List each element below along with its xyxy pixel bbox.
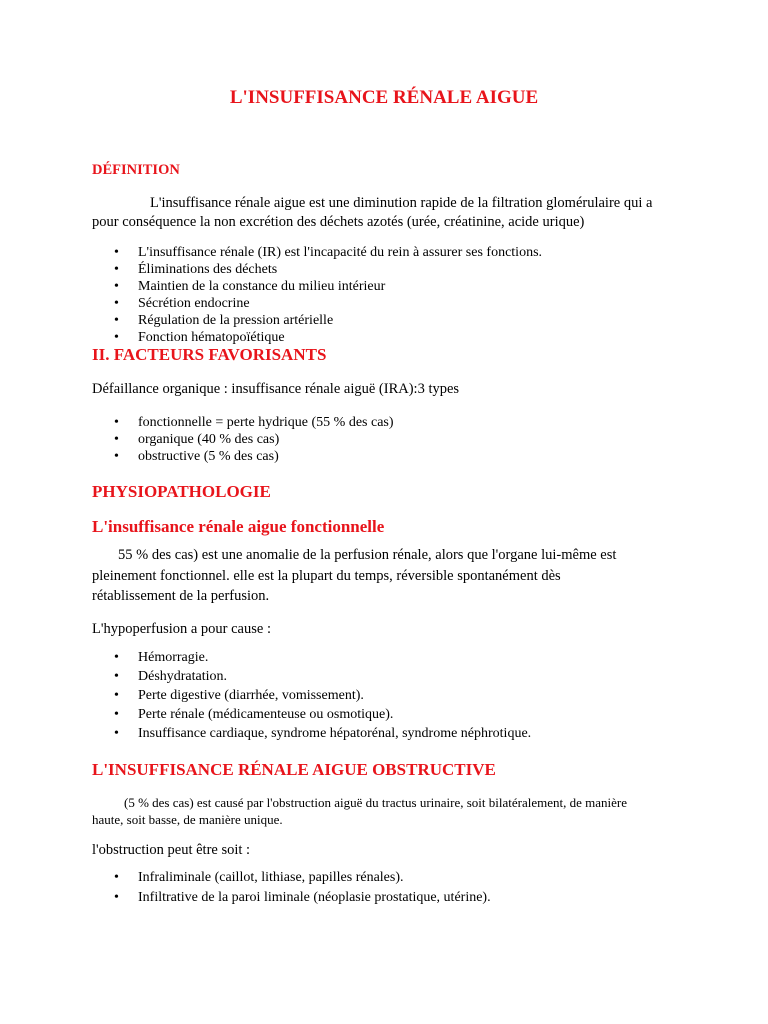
obstruction-bullet-list (92, 868, 491, 908)
definition-paragraph-line-1: L'insuffisance rénale aigue est une diminution rapide de la filtration glomérulaire qui a (150, 195, 653, 211)
list-item: • Déshydratation. (92, 667, 531, 686)
list-item: • L'insuffisance rénale (IR) est l'incapacité du rein à assurer ses fonctions. (92, 244, 542, 261)
hypoperfusion-intro: L'hypoperfusion a pour cause : (92, 621, 271, 637)
list-item: • Perte rénale (médicamenteuse ou osmotique). (92, 705, 531, 724)
fonctionnelle-subheading: L'insuffisance rénale aigue fonctionnelle (92, 517, 385, 536)
physiopathologie-heading: PHYSIOPATHOLOGIE (92, 482, 271, 501)
facteurs-bullet-list (92, 414, 394, 465)
facteurs-heading: II. FACTEURS FAVORISANTS (92, 345, 327, 364)
list-item: • Insuffisance cardiaque, syndrome hépatorénal, syndrome néphrotique. (92, 724, 531, 743)
list-item: • Infraliminale (caillot, lithiase, papilles rénales). (92, 868, 491, 888)
physio-paragraph-line-2: pleinement fonctionnel. elle est la plupart du temps, réversible spontanément dès (92, 568, 561, 584)
obstructive-heading: L'INSUFFISANCE RÉNALE AIGUE OBSTRUCTIVE (92, 760, 496, 779)
obstructive-paragraph-line-1: (5 % des cas) est causé par l'obstruction aiguë du tractus urinaire, soit bilatéralement, de manière (124, 795, 628, 810)
definition-paragraph-line-2: pour conséquence la non excrétion des déchets azotés (urée, créatinine, acide urique) (92, 214, 585, 230)
obstruction-intro: l'obstruction peut être soit : (92, 842, 251, 858)
page-title: L'INSUFFISANCE RÉNALE AIGUE (229, 87, 539, 108)
list-item: • Fonction hématopoïétique (92, 329, 542, 346)
list-item: • Sécrétion endocrine (92, 295, 542, 312)
list-item: • Infiltrative de la paroi liminale (néoplasie prostatique, utérine). (92, 888, 491, 908)
facteurs-intro: Défaillance organique : insuffisance rénale aiguë (IRA):3 types (92, 381, 460, 397)
list-item: • organique (40 % des cas) (92, 431, 394, 448)
definition-bullet-list (92, 244, 542, 346)
list-item: • Éliminations des déchets (92, 261, 542, 278)
hypoperfusion-bullet-list (92, 648, 531, 743)
list-item: • Perte digestive (diarrhée, vomissement). (92, 686, 531, 705)
list-item: • Régulation de la pression artérielle (92, 312, 542, 329)
list-item: • fonctionnelle = perte hydrique (55 % des cas) (92, 414, 394, 431)
list-item: • Hémorragie. (92, 648, 531, 667)
obstructive-paragraph-line-2: haute, soit basse, de manière unique. (92, 812, 283, 827)
definition-heading: DÉFINITION (92, 162, 180, 178)
list-item: • obstructive (5 % des cas) (92, 448, 394, 465)
physio-paragraph-line-3: rétablissement de la perfusion. (92, 588, 270, 604)
list-item: • Maintien de la constance du milieu intérieur (92, 278, 542, 295)
physio-paragraph-line-1: 55 % des cas) est une anomalie de la perfusion rénale, alors que l'organe lui-même est (118, 547, 617, 563)
